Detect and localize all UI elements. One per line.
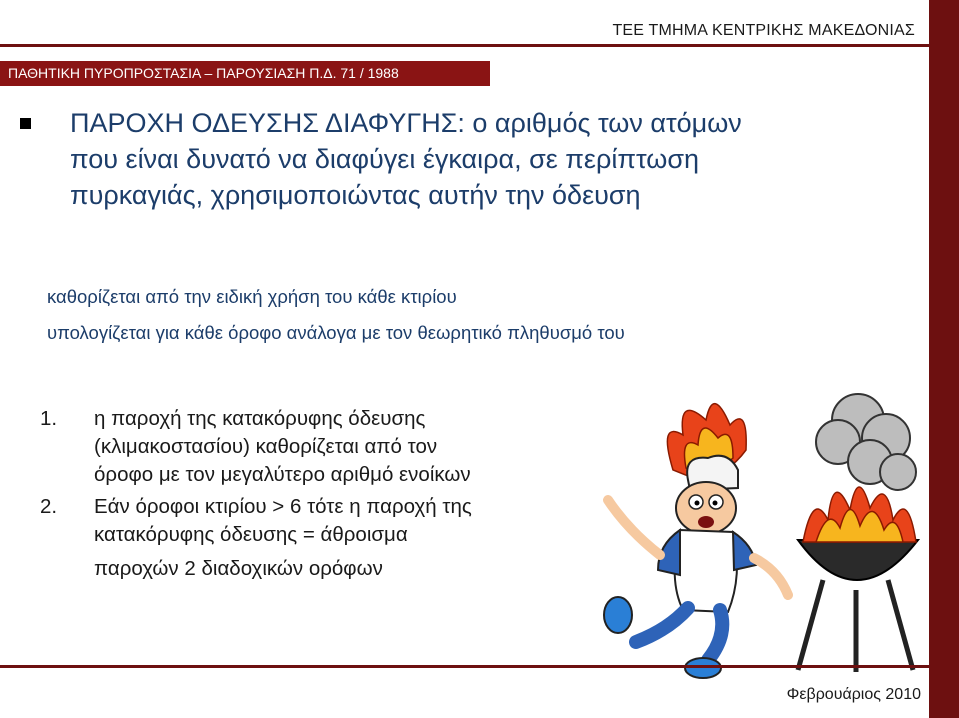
grill-flames — [803, 487, 916, 542]
bottom-divider — [0, 665, 929, 668]
grill-bowl — [798, 540, 918, 580]
definition-text — [70, 105, 850, 213]
list-item — [40, 493, 472, 583]
list-item — [40, 405, 472, 489]
list-line: η παροχή της κατακόρυφης όδευσης — [94, 407, 426, 430]
chef-arm-left — [608, 500, 660, 555]
definition-line: πυρκαγιάς, χρησιμοποιώντας αυτήν την όδευση — [70, 180, 641, 210]
list-line: (κλιμακοστασίου) καθορίζεται από τον — [94, 435, 438, 458]
chef-leg-left — [636, 608, 688, 642]
sub-point: υπολογίζεται για κάθε όροφο ανάλογα με τον θεωρητικό πληθυσμό του — [47, 322, 625, 343]
organization-name: ΤΕΕ ΤΜΗΜΑ ΚΕΝΤΡΙΚΗΣ ΜΑΚΕΔΟΝΙΑΣ — [612, 22, 915, 39]
list-line: παροχών 2 διαδοχικών ορόφων — [94, 557, 383, 580]
shoe-right — [685, 658, 721, 678]
list-line: Εάν όροφοι κτιρίου > 6 τότε η παροχή της — [94, 495, 472, 518]
definition-line: που είναι δυνατό να διαφύγει έγκαιρα, σε περίπτωση — [70, 144, 700, 174]
definition-line: ΠΑΡΟΧΗ ΟΔΕΥΣΗΣ ΔΙΑΦΥΓΗΣ: ο αριθμός των ατόμων — [70, 108, 742, 138]
numbered-list — [40, 405, 472, 583]
smoke-cloud — [816, 394, 916, 490]
square-bullet-icon — [20, 118, 31, 129]
list-line: όροφο με τον μεγαλύτερο αριθμό ενοίκων — [94, 463, 471, 486]
chef-leg-right — [708, 610, 722, 660]
chef-body — [675, 530, 737, 612]
shoe-left — [604, 597, 632, 633]
list-number: 2. — [40, 495, 58, 518]
grill-legs — [798, 580, 913, 672]
right-accent-bar — [929, 0, 959, 718]
fleeing-chef-fire-illustration — [588, 380, 933, 690]
list-line: κατακόρυφης όδευσης = άθροισμα — [94, 523, 408, 546]
footer-date: Φεβρουάριος 2010 — [786, 686, 921, 703]
slide-title: ΠΑΘΗΤΙΚΗ ΠΥΡΟΠΡΟΣΤΑΣΙΑ – ΠΑΡΟΥΣΙΑΣΗ Π.Δ. 71 / 1988 — [8, 65, 399, 81]
top-divider — [0, 44, 929, 47]
chef-arm-right — [754, 558, 788, 595]
sub-point: καθορίζεται από την ειδική χρήση του κάθε κτιρίου — [47, 286, 457, 307]
list-number: 1. — [40, 407, 58, 430]
title-band — [0, 61, 490, 86]
